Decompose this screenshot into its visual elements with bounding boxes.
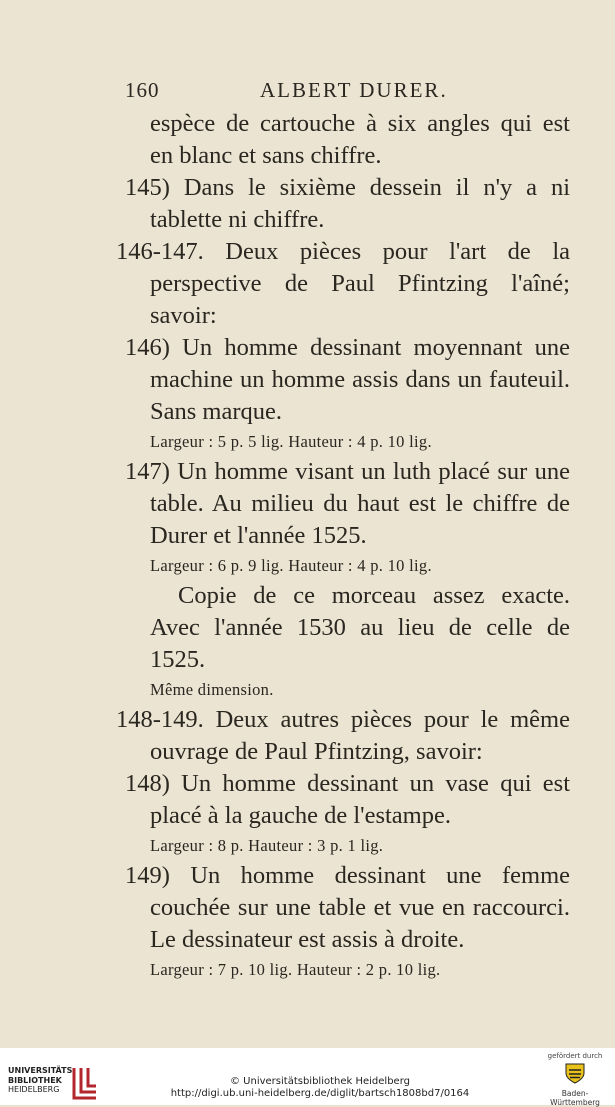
- state-crest-icon: [564, 1062, 586, 1084]
- running-title: ALBERT DURER.: [260, 78, 448, 102]
- dimensions-148: Largeur : 8 p. Hauteur : 3 p. 1 lig.: [150, 836, 384, 855]
- digitization-footer: [0, 1048, 615, 1105]
- copy-note: Copie de ce morceau assez exacte. Avec l'année 1530 au lieu de celle de 1525.: [150, 582, 570, 673]
- logo-line-1: UNIVERSITÄTS-: [8, 1066, 76, 1075]
- catalog-entry-146: 146) Un homme dessinant moyennant une machine un homme assis dans un fauteuil. Sans marque.: [125, 334, 570, 425]
- library-emblem-icon: [70, 1066, 100, 1100]
- catalog-entry-149: 149) Un homme dessinant une femme couchée sur une table et vue en raccourci. Le dessinateur est assis à droite.: [125, 862, 570, 953]
- permalink[interactable]: http://digi.ub.uni-heidelberg.de/diglit/bartsch1808bd7/0164: [170, 1088, 470, 1099]
- page-number: 160: [125, 78, 160, 102]
- page-body: [100, 108, 570, 984]
- credits: [150, 1076, 490, 1100]
- catalog-entry-148: 148) Un homme dessinant un vase qui est placé à la gauche de l'estampe.: [125, 770, 570, 829]
- funded-by-label: gefördert durch: [547, 1052, 603, 1060]
- dimensions-147: Largeur : 6 p. 9 lig. Hauteur : 4 p. 10 lig.: [150, 556, 432, 575]
- paragraph-continuation: en blanc et sans chiffre.: [150, 142, 382, 169]
- logo-line-3: HEIDELBERG: [8, 1085, 60, 1094]
- funder-name: Baden-Württemberg: [550, 1089, 600, 1107]
- dimensions-146: Largeur : 5 p. 5 lig. Hauteur : 4 p. 10 lig.: [150, 432, 432, 451]
- catalog-entry-147: 147) Un homme visant un luth placé sur une table. Au milieu du haut est le chiffre de Durer et l'année 1525.: [125, 458, 570, 549]
- library-logo[interactable]: [8, 1062, 103, 1102]
- dimensions-copy: Même dimension.: [150, 680, 274, 699]
- paragraph-continuation: espèce de cartouche à six angles qui est: [150, 110, 570, 137]
- copyright-notice: © Universitätsbibliothek Heidelberg: [229, 1076, 410, 1087]
- catalog-entry-148-149: 148-149. Deux autres pièces pour le même ouvrage de Paul Pfintzing, savoir:: [116, 706, 570, 765]
- dimensions-149: Largeur : 7 p. 10 lig. Hauteur : 2 p. 10 lig.: [150, 960, 441, 979]
- catalog-entry-146-147: 146-147. Deux pièces pour l'art de la perspective de Paul Pfintzing l'aîné; savoir:: [116, 238, 570, 329]
- funder-logo[interactable]: [540, 1052, 610, 1107]
- catalog-entry-145: 145) Dans le sixième dessein il n'y a ni tablette ni chiffre.: [125, 174, 570, 233]
- running-header: [125, 78, 565, 108]
- logo-line-2: BIBLIOTHEK: [8, 1075, 62, 1085]
